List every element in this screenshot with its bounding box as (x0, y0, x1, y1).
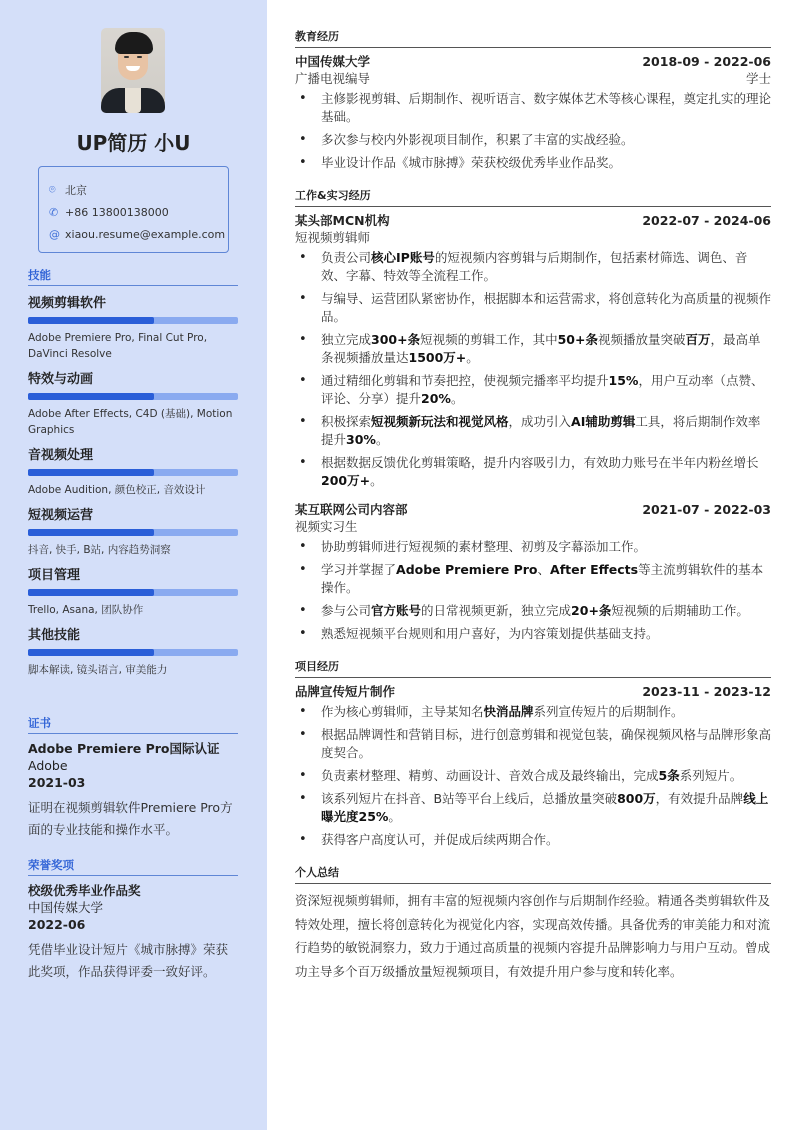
awards-title: 荣誉奖项 (28, 857, 238, 876)
skill-desc: Adobe After Effects, C4D (基础), Motion Graphics (28, 408, 233, 436)
certificate-name: Adobe Premiere Pro国际认证 (28, 741, 220, 756)
skill-bar-fill (28, 529, 154, 536)
skill-bar (28, 649, 238, 656)
job-role: 短视频剪辑师 (295, 230, 371, 245)
job-role: 视频实习生 (295, 519, 358, 534)
project-name: 品牌宣传短片制作 (295, 684, 396, 699)
job-bullets (295, 249, 771, 490)
profile-photo (101, 28, 165, 113)
degree: 学士 (745, 71, 771, 86)
skill-name: 项目管理 (28, 568, 81, 583)
skill-desc: 抖音, 快手, B站, 内容趋势洞察 (28, 544, 171, 556)
job-subheader (295, 229, 771, 246)
skill-desc: 脚本解读, 镜头语言, 审美能力 (28, 664, 168, 676)
skill-bar-fill (28, 649, 154, 656)
job-dates: 2021-07 - 2022-03 (642, 502, 771, 517)
email-icon: @ (49, 227, 60, 241)
skill-item (28, 504, 238, 558)
skill-bar (28, 529, 238, 536)
skill-bar (28, 589, 238, 596)
project-entry (295, 683, 771, 849)
summary-title: 个人总结 (295, 864, 771, 884)
skill-bar (28, 393, 238, 400)
bullet-item: • 与编导、运营团队紧密协作，根据脚本和运营需求，将创意转化为高质量的视频作品。 (295, 290, 771, 326)
bullet-item: • 根据数据反馈优化剪辑策略，提升内容吸引力，有效助力账号在半年内粉丝增长200万+。 (295, 454, 771, 490)
education-bullets (295, 90, 771, 172)
company-name: 某互联网公司内容部 (295, 502, 408, 517)
contact-email (49, 223, 228, 245)
skill-bar (28, 469, 238, 476)
email-text[interactable]: xiaou.resume@example.com (65, 227, 226, 241)
education-section (295, 28, 771, 172)
contact-box (38, 166, 229, 253)
certificate-org: Adobe (28, 758, 68, 773)
candidate-name: UP简历 小U (76, 131, 191, 155)
bullet-item: • 负责素材整理、精剪、动画设计、音效合成及最终输出，完成5条系列短片。 (295, 767, 771, 785)
projects-title: 项目经历 (295, 658, 771, 678)
bullet-item: • 协助剪辑师进行短视频的素材整理、初剪及字幕添加工作。 (295, 538, 771, 556)
award-desc: 凭借毕业设计短片《城市脉搏》荣获此奖项，作品获得评委一致好评。 (28, 942, 229, 979)
skill-bar-fill (28, 393, 154, 400)
project-dates: 2023-11 - 2023-12 (642, 684, 771, 699)
work-section (295, 187, 771, 643)
sidebar (0, 0, 267, 1130)
skill-bar-fill (28, 469, 154, 476)
awards-section (28, 857, 238, 983)
bullet-item: • 学习并掌握了Adobe Premiere Pro、After Effects等主流剪辑软件的基本操作。 (295, 561, 771, 597)
project-header (295, 683, 771, 700)
job-subheader (295, 518, 771, 535)
skill-item (28, 564, 238, 618)
education-title: 教育经历 (295, 28, 771, 48)
skills-title: 技能 (28, 267, 238, 286)
skill-name: 音视频处理 (28, 448, 94, 463)
contact-phone (49, 201, 228, 223)
skill-name: 其他技能 (28, 628, 81, 643)
bullet-item: • 通过精细化剪辑和节奏把控，使视频完播率平均提升15%，用户互动率（点赞、评论、分享）提升20%。 (295, 372, 771, 408)
job-entry (295, 501, 771, 643)
skill-bar-fill (28, 589, 154, 596)
bullet-item: • 该系列短片在抖音、B站等平台上线后，总播放量突破800万，有效提升品牌线上曝光度25%。 (295, 790, 771, 826)
project-bullets (295, 703, 771, 849)
certificate-desc: 证明在视频剪辑软件Premiere Pro方面的专业技能和操作水平。 (28, 800, 233, 837)
summary-section (295, 864, 771, 983)
job-header (295, 501, 771, 518)
job-header (295, 212, 771, 229)
skill-desc: Adobe Audition, 颜色校正, 音效设计 (28, 484, 206, 496)
job-bullets (295, 538, 771, 643)
company-name: 某头部MCN机构 (295, 213, 390, 228)
bullet-item: • 负责公司核心IP账号的短视频内容剪辑与后期制作，包括素材筛选、调色、音效、字幕、特效等全流程工作。 (295, 249, 771, 285)
bullet-item: • 获得客户高度认可，并促成后续两期合作。 (295, 831, 771, 849)
skill-bar (28, 317, 238, 324)
certificate-date: 2021-03 (28, 775, 86, 790)
education-subheader (295, 70, 771, 87)
bullet-item: • 熟悉短视频平台规则和用户喜好，为内容策划提供基础支持。 (295, 625, 771, 643)
phone-text[interactable]: +86 13800138000 (65, 205, 169, 219)
skill-item (28, 292, 238, 362)
skill-item (28, 624, 238, 678)
skill-name: 短视频运营 (28, 508, 94, 523)
education-dates: 2018-09 - 2022-06 (642, 54, 771, 69)
skill-item (28, 444, 238, 498)
skill-item (28, 368, 238, 438)
education-header (295, 53, 771, 70)
skill-desc: Trello, Asana, 团队协作 (28, 604, 144, 616)
location-text: 北京 (65, 184, 87, 197)
certificates-title: 证书 (28, 715, 238, 734)
award-name: 校级优秀毕业作品奖 (28, 883, 141, 898)
major: 广播电视编导 (295, 71, 371, 86)
phone-icon: ✆ (49, 205, 59, 219)
skills-section (28, 267, 238, 678)
bullet-item: • 积极探索短视频新玩法和视觉风格，成功引入AI辅助剪辑工具，将后期制作效率提升30%。 (295, 413, 771, 449)
job-entry (295, 212, 771, 490)
skill-name: 特效与动画 (28, 372, 94, 387)
skill-bar-fill (28, 317, 154, 324)
bullet-item: • 毕业设计作品《城市脉搏》荣获校级优秀毕业作品奖。 (295, 154, 771, 172)
job-dates: 2022-07 - 2024-06 (642, 213, 771, 228)
school-name: 中国传媒大学 (295, 54, 371, 69)
contact-location (49, 179, 228, 201)
location-icon: ⌾ (49, 183, 56, 196)
bullet-item: • 独立完成300+条短视频的剪辑工作，其中50+条视频播放量突破百万，最高单条视频播放量达1500万+。 (295, 331, 771, 367)
skill-desc: Adobe Premiere Pro, Final Cut Pro, DaVinci Resolve (28, 332, 208, 360)
bullet-item: • 参与公司官方账号的日常视频更新，独立完成20+条短视频的后期辅助工作。 (295, 602, 771, 620)
award-org: 中国传媒大学 (28, 900, 104, 915)
bullet-item: • 多次参与校内外影视项目制作，积累了丰富的实战经验。 (295, 131, 771, 149)
summary-text: 资深短视频剪辑师，拥有丰富的短视频内容创作与后期制作经验。精通各类剪辑软件及特效处理，擅长将创意转化为视觉化内容，实现高效传播。具备优秀的审美能力和对流行趋势的敏锐洞察力，致力于通过高质量的视频内容提升品牌影响力与用户互动。曾成功主导多个百万级播放量短视频项目，有效提升用户参与度和转化率。 (295, 893, 771, 979)
projects-section (295, 658, 771, 849)
bullet-item: • 主修影视剪辑、后期制作、视听语言、数字媒体艺术等核心课程，奠定扎实的理论基础。 (295, 90, 771, 126)
skill-name: 视频剪辑软件 (28, 296, 107, 311)
main-content (295, 28, 771, 983)
certificates-section (28, 715, 238, 841)
award-date: 2022-06 (28, 917, 86, 932)
bullet-item: • 根据品牌调性和营销目标，进行创意剪辑和视觉包装，确保视频风格与品牌形象高度契合。 (295, 726, 771, 762)
bullet-item: • 作为核心剪辑师，主导某知名快消品牌系列宣传短片的后期制作。 (295, 703, 771, 721)
work-title: 工作&实习经历 (295, 187, 771, 207)
